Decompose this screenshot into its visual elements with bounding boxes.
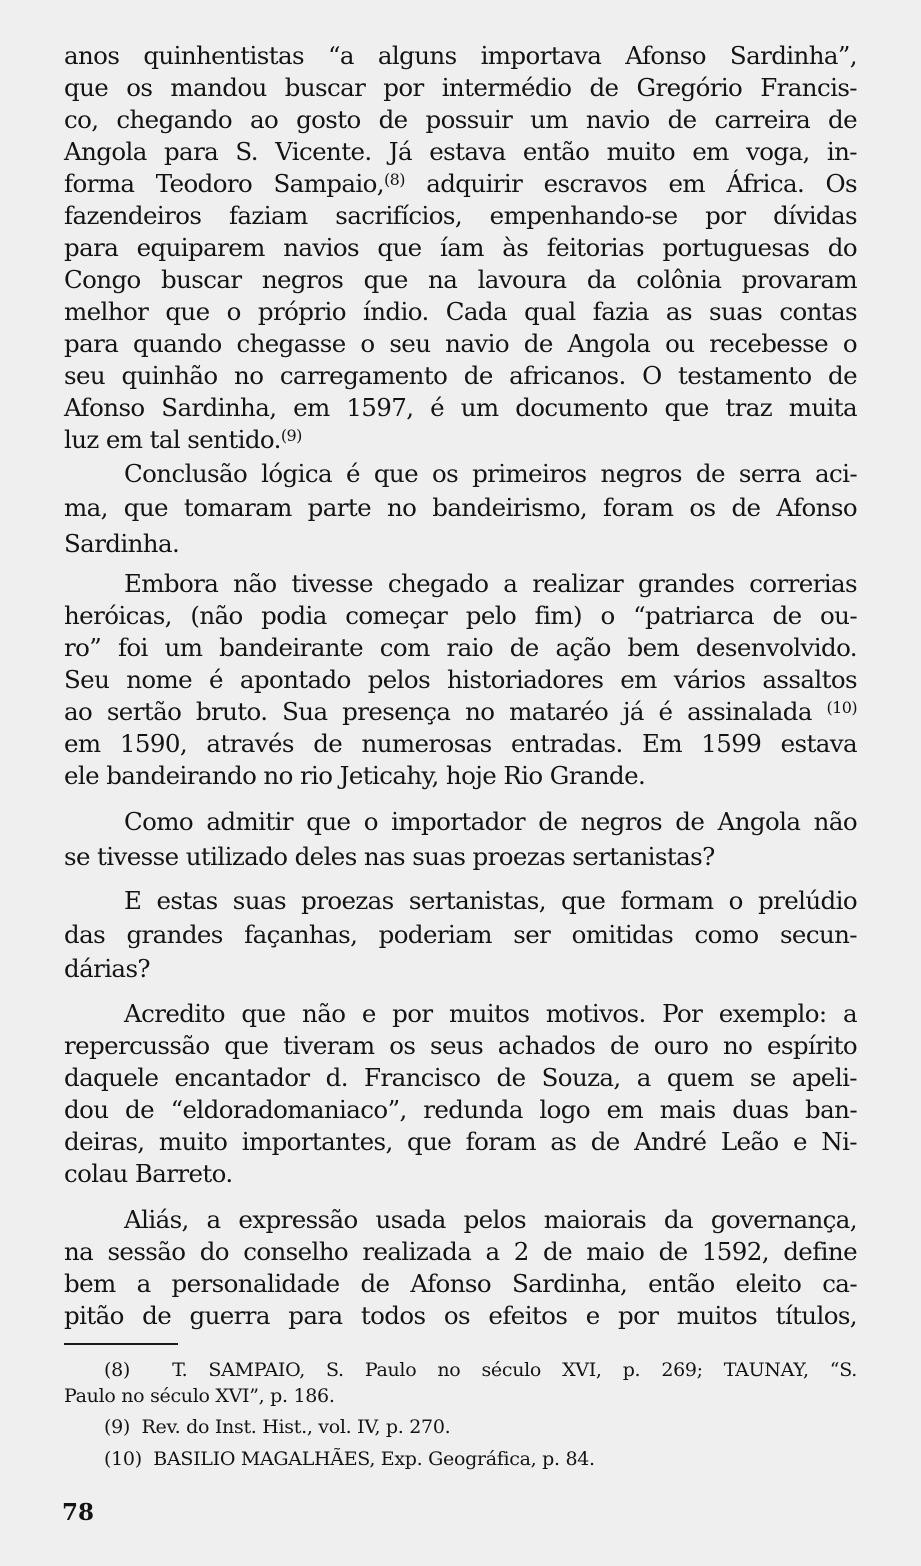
footnote-marker: (9) — [104, 1416, 131, 1438]
text-line: Como admitir que o importador de negros de Angola não — [124, 807, 857, 836]
text-line: seu quinhão no carregamento de africanos. O testamento de — [64, 361, 857, 390]
text-line: dárias? — [64, 954, 150, 983]
text-fragment: forma Teodoro Sampaio, — [64, 169, 384, 198]
text-line: Seu nome é apontado pelos historiadores em vários assaltos — [64, 665, 857, 694]
footnote-10 — [104, 1446, 857, 1472]
footnote-marker: (8) — [104, 1359, 131, 1381]
footnote-text: Paulo no século XVI”, p. 186. — [64, 1385, 335, 1407]
text-fragment: ao sertão bruto. Sua presença no mataréo já é assinalada — [64, 697, 812, 726]
footnote-ref-9[interactable]: (9) — [280, 426, 302, 445]
footnote-marker: (10) — [104, 1448, 142, 1470]
text-line: dou de “eldoradomaniaco”, redunda logo em mais duas ban- — [64, 1095, 857, 1124]
text-line: Aliás, a expressão usada pelos maiorais da governança, — [124, 1205, 857, 1234]
text-line: na sessão do conselho realizada a 2 de maio de 1592, define — [64, 1237, 857, 1266]
text-line: que os mandou buscar por intermédio de Gregório Francis- — [64, 73, 857, 102]
page-number: 78 — [62, 1499, 95, 1526]
footnote-text: T. SAMPAIO, S. Paulo no século XVI, p. 269; TAUNAY, “S. — [172, 1359, 858, 1381]
footnote-9 — [104, 1414, 857, 1440]
text-line: se tivesse utilizado deles nas suas proezas sertanistas? — [64, 842, 715, 871]
text-line: ro” foi um bandeirante com raio de ação bem desenvolvido. — [64, 633, 857, 662]
text-fragment: luz em tal sentido. — [64, 425, 281, 454]
text-line: Conclusão lógica é que os primeiros negros de serra aci- — [124, 459, 857, 488]
text-line — [64, 424, 857, 456]
text-line: fazendeiros faziam sacrifícios, empenhando-se por dívidas — [64, 201, 857, 230]
text-line: bem a personalidade de Afonso Sardinha, então eleito ca- — [64, 1269, 857, 1298]
footnote-8 — [104, 1357, 857, 1383]
footnote-text: Rev. do Inst. Hist., vol. IV, p. 270. — [141, 1416, 451, 1438]
text-line: para equiparem navios que íam às feitorias portuguesas do — [64, 233, 857, 262]
text-line: para quando chegasse o seu navio de Angola ou recebesse o — [64, 329, 857, 358]
text-line — [64, 696, 857, 728]
footnote-divider — [64, 1343, 178, 1345]
footnote-ref-10[interactable]: (10) — [826, 698, 857, 717]
text-line: anos quinhentistas “a alguns importava Afonso Sardinha”, — [64, 41, 857, 70]
text-line: Congo buscar negros que na lavoura da colônia provaram — [64, 265, 857, 294]
text-line: das grandes façanhas, poderiam ser omitidas como secun- — [64, 920, 857, 949]
text-line: Angola para S. Vicente. Já estava então muito em voga, in- — [64, 137, 857, 166]
text-line: co, chegando ao gosto de possuir um navio de carreira de — [64, 105, 857, 134]
text-line: deiras, muito importantes, que foram as de André Leão e Ni- — [64, 1127, 857, 1156]
text-line: ma, que tomaram parte no bandeirismo, foram os de Afonso — [64, 493, 857, 522]
text-line: repercussão que tiveram os seus achados de ouro no espírito — [64, 1031, 857, 1060]
text-fragment: adquirir escravos em África. Os — [426, 169, 857, 198]
text-line: Embora não tivesse chegado a realizar grandes correrias — [124, 569, 857, 598]
text-line: pitão de guerra para todos os efeitos e por muitos títulos, — [64, 1301, 857, 1330]
text-line: heróicas, (não podia começar pelo fim) o “patriarca de ou- — [64, 601, 857, 630]
text-line: Acredito que não e por muitos motivos. Por exemplo: a — [124, 999, 857, 1028]
text-line: E estas suas proezas sertanistas, que formam o prelúdio — [124, 886, 857, 915]
text-line: em 1590, através de numerosas entradas. Em 1599 estava — [64, 729, 857, 758]
text-line — [64, 168, 857, 200]
text-line: colau Barreto. — [64, 1159, 233, 1188]
text-line: daquele encantador d. Francisco de Souza, a quem se apeli- — [64, 1063, 857, 1092]
footnote-8-continuation — [64, 1383, 857, 1409]
text-line: ele bandeirando no rio Jeticahy, hoje Rio Grande. — [64, 761, 646, 790]
footnote-ref-8[interactable]: (8) — [383, 170, 405, 189]
footnote-text: BASILIO MAGALHÃES, Exp. Geográfica, p. 84. — [153, 1448, 595, 1470]
text-line: Afonso Sardinha, em 1597, é um documento que traz muita — [64, 393, 857, 422]
text-line: melhor que o próprio índio. Cada qual fazia as suas contas — [64, 297, 857, 326]
text-line: Sardinha. — [64, 529, 180, 558]
